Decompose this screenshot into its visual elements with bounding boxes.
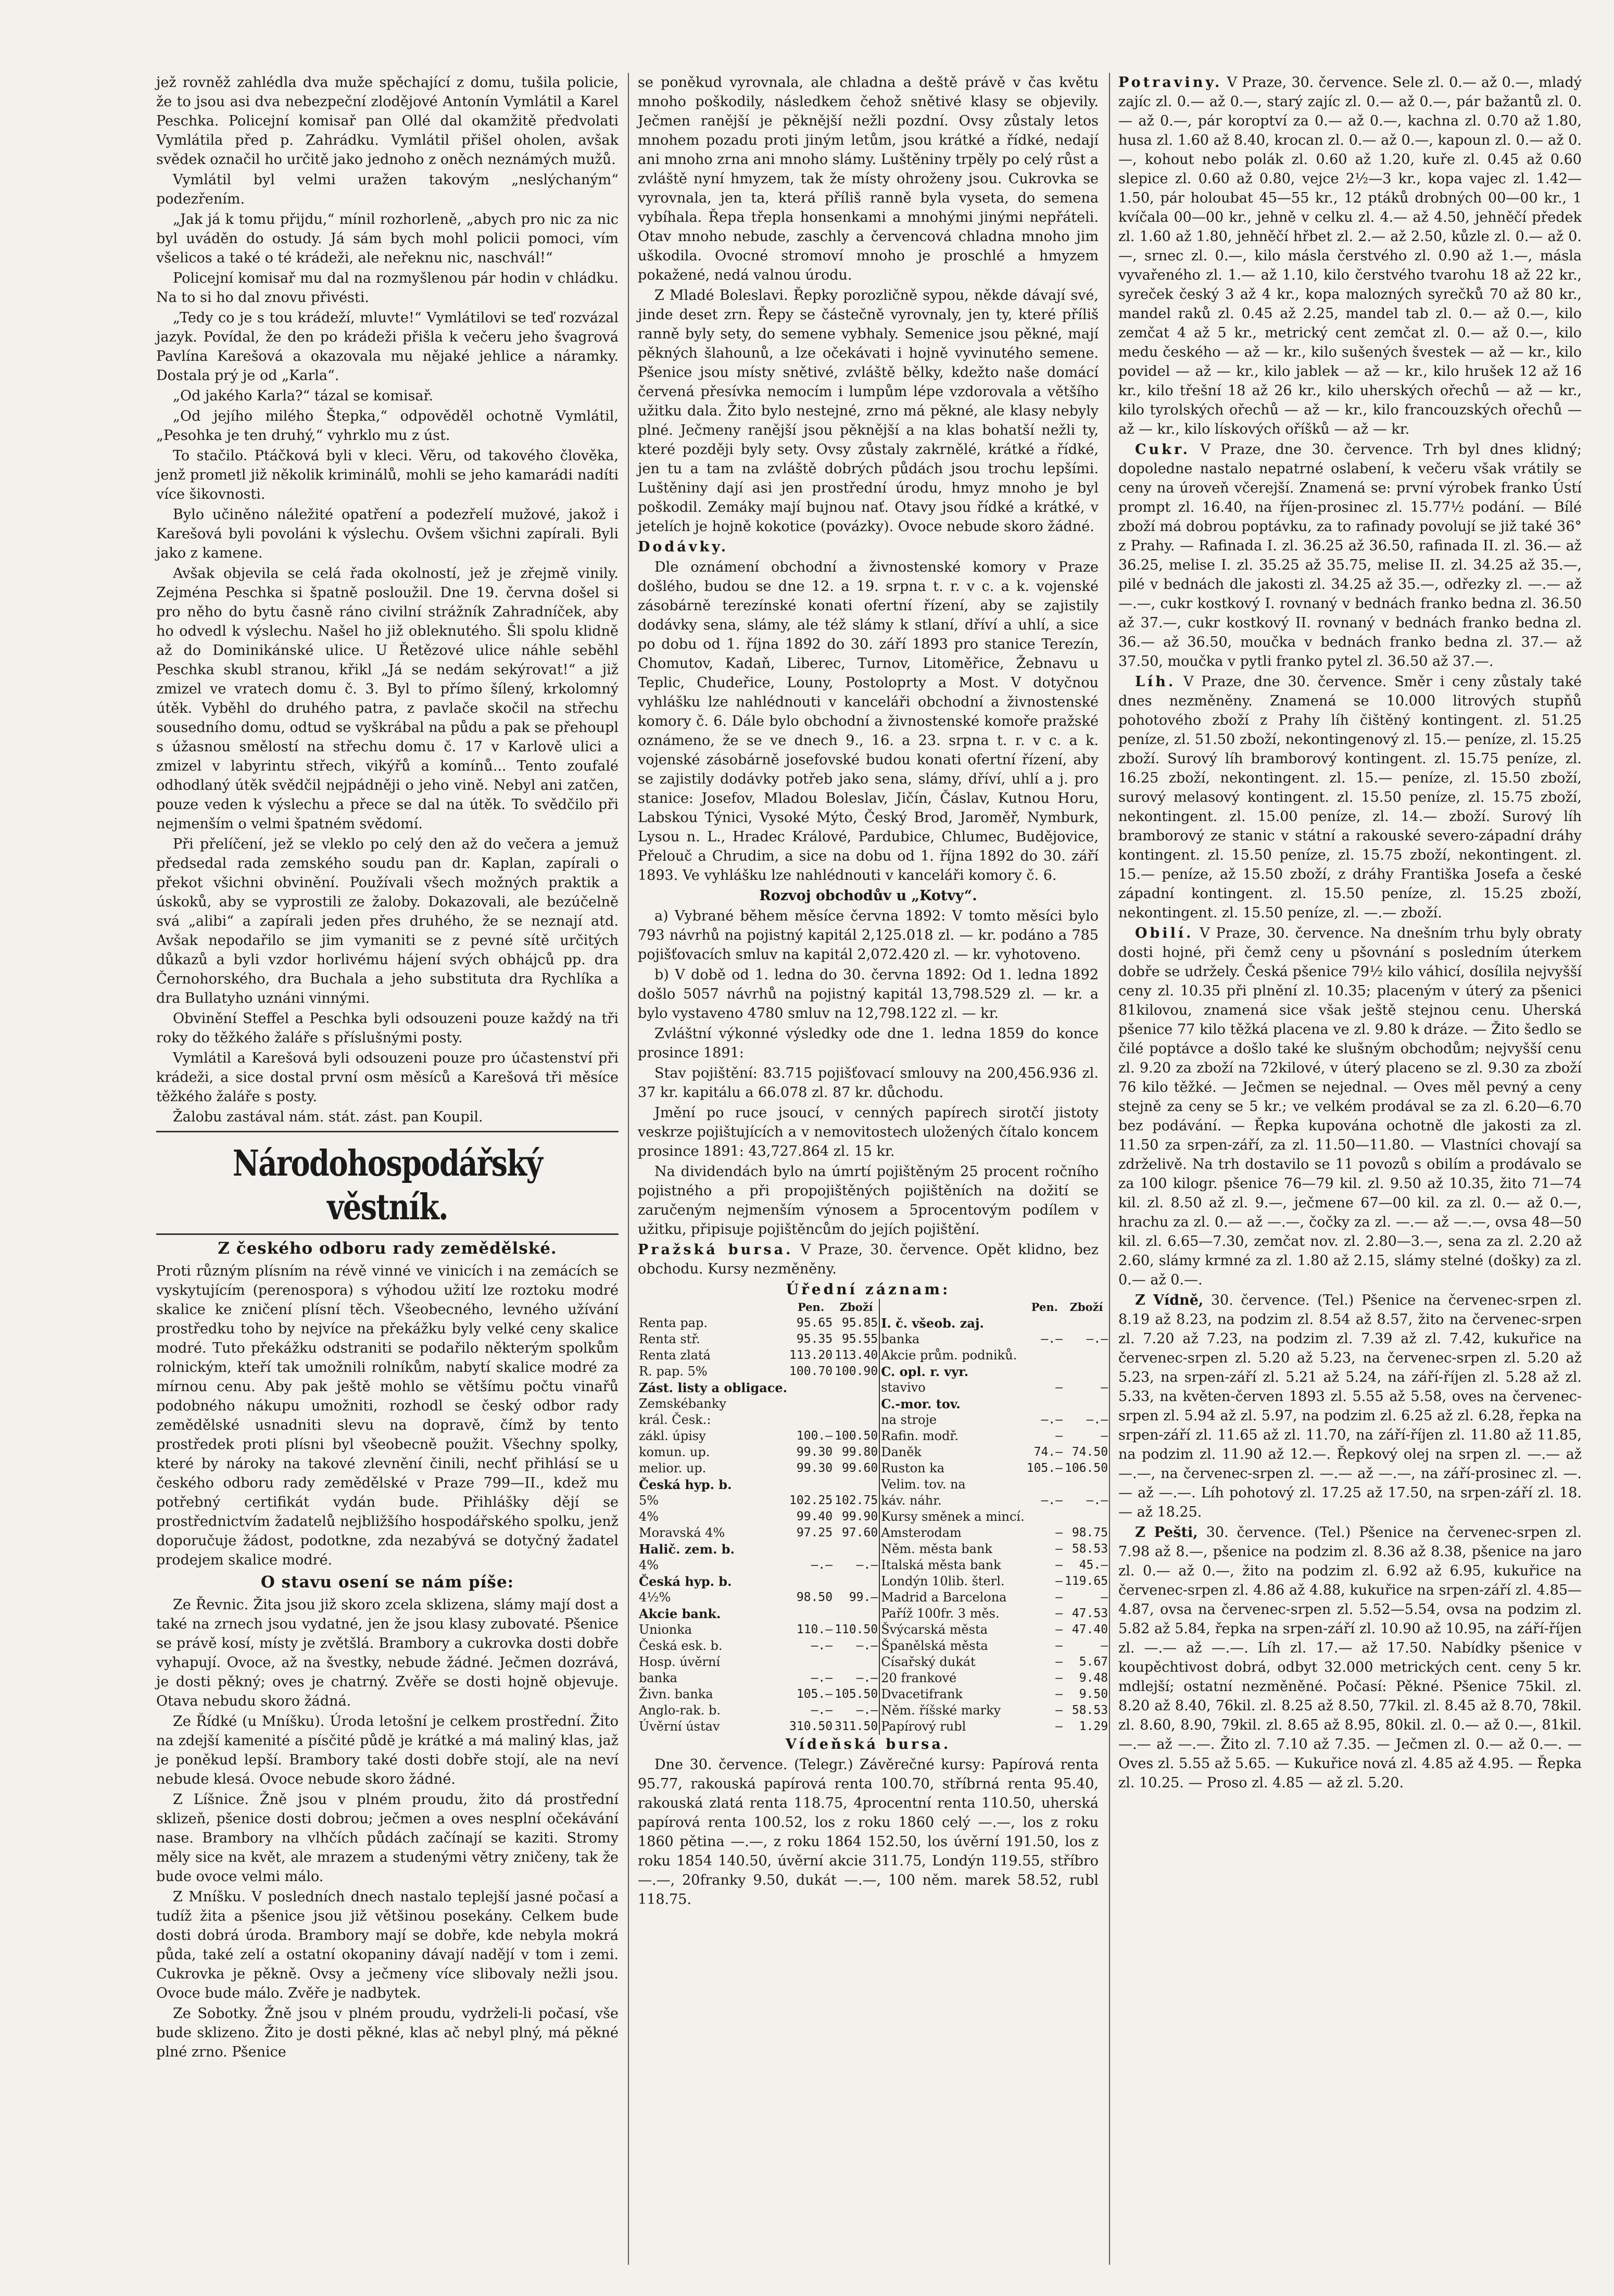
table-cell: — — [1055, 1381, 1063, 1394]
table-cell: Císařský dukát — [879, 1654, 1026, 1670]
table-cell: král. Česk.: — [639, 1412, 711, 1427]
table-row — [638, 1573, 1109, 1589]
section-heading: Pražská bursa. — [638, 1242, 793, 1258]
article-paragraph: Z Mladé Boleslavi. Řepky porozličně sypou, někde dávají své, jinde deset zrn. Řepy se částečně vyrovnaly, jen ty, které příliš ranně byly sety, do semene vybhaly. Semenice jsou pěkné, mají pěkných šlahounů, a lze očekávati i hojně vyvinutého semene. Pšenice jsou místy snětivé, zvláště bělky, kdežto naše domácí červená přesívka nemocím i lumpům lépe vzdorovala a většího užitku dala. Žito bylo nestejné, zrno má pěkné, ale klasy nebyly plné. Ječmeny ranější jsou pěknější a na klas bohatší nežli ty, které později byly sety. Ovsy zůstaly zakrnělé, krátké a řídké, jen tu a tam na zvláště dobrých půdách jsou trochu lepšími. Luštěniny dají asi jen prostřední úrodu, hmyz mnoho je byl poškodil. Zemáky mají bujnou nať. Otavy jsou řídké a krátké, v jetelích je hojně kokotice (povázky). Ovoce nebude skoro žádné. — [638, 287, 1099, 535]
table-row — [638, 1477, 1109, 1493]
table-cell — [834, 1573, 879, 1589]
table-cell: 47.40 — [1071, 1623, 1108, 1636]
table-cell: 119.65 — [1064, 1574, 1108, 1588]
table-cell: — — [1055, 1704, 1063, 1717]
table-cell: 95.35 — [796, 1332, 833, 1346]
table-cell: 99.30 — [796, 1461, 833, 1475]
column-rule — [1109, 73, 1110, 2265]
table-row — [638, 1686, 1109, 1702]
table-cell: — — [1055, 1591, 1063, 1604]
article-paragraph: Žalobu zastával nám. stát. zást. pan Koupil. — [173, 1109, 483, 1125]
table-cell: —.— — [1086, 1332, 1108, 1346]
table-cell: — — [1055, 1639, 1063, 1652]
table-cell: Rafin. modř. — [879, 1428, 1026, 1444]
article-paragraph: Obvinění Steffel a Peschka byli odsouzeni pouze každý na tři roky do těžkého žaláře s příslušnými posty. — [156, 1011, 619, 1046]
table-cell: 110.— — [796, 1623, 833, 1636]
table-cell: Renta stř. — [639, 1332, 700, 1346]
table-cell: Hosp. úvěrní — [639, 1655, 721, 1669]
table-cell: 5% — [639, 1493, 659, 1508]
table-cell — [1064, 1364, 1109, 1380]
table-cell: 100.50 — [835, 1429, 878, 1443]
table-cell: 95.65 — [796, 1316, 833, 1330]
table-cell: 58.53 — [1071, 1542, 1108, 1556]
table-cell: Anglo-rak. b. — [639, 1703, 721, 1718]
section-title: Národohospodářský věstník. — [232, 1143, 543, 1228]
table-cell — [788, 1573, 834, 1589]
table-cell: 97.25 — [796, 1526, 833, 1540]
table-cell: Moravská 4% — [639, 1525, 725, 1540]
table-cell: —.— — [856, 1671, 878, 1685]
table-cell — [1026, 1364, 1064, 1380]
table-cell: 99.30 — [796, 1445, 833, 1459]
table-cell — [1026, 1396, 1064, 1412]
article-paragraph: Z Líšnice. Žně jsou v plném proudu, žito dá prostřední sklizeň, pšenice dosti dobrou; ječmen a oves nesplní očekávání nase. Brambory na vlhčích půdách začínají se kaziti. Stromy měly sice na květ, ale mrazem a studenými větry zničeny, tak že bude ovoce velmi málo. — [156, 1792, 619, 1885]
table-cell: 9.50 — [1079, 1687, 1108, 1701]
table-cell: Daněk — [879, 1444, 1026, 1460]
table-cell: —.— — [856, 1639, 878, 1652]
section-heading: Vídeňská bursa. — [785, 1736, 951, 1752]
table-cell: — — [1055, 1607, 1063, 1620]
table-cell: káv. náhr. — [879, 1493, 1026, 1509]
table-row — [638, 1638, 1109, 1654]
table-cell: — — [1055, 1542, 1063, 1556]
section-heading: Rozvoj obchodův u „Kotvy“. — [759, 888, 977, 904]
table-cell: 4% — [639, 1509, 659, 1524]
table-row — [638, 1525, 1109, 1541]
table-cell: — — [1055, 1623, 1063, 1636]
table-cell: melior. up. — [639, 1461, 707, 1475]
table-cell: stavivo — [879, 1380, 1026, 1396]
article-paragraph: Ze Sobotky. Žně jsou v plném proudu, vydrželi-li počasí, vše bude sklizeno. Žito je dosti pěkné, klas ač nebyl plný, má pěkné plné zrno. Pšenice — [156, 2005, 619, 2060]
table-cell: Velim. tov. na — [879, 1477, 1026, 1493]
article-paragraph: V Praze, 30. července. Opět klidno, bez obchodu. Kursy nezměněny. — [638, 1242, 1099, 1277]
table-cell: — — [1101, 1591, 1108, 1604]
table-cell: Akcie bank. — [639, 1606, 721, 1621]
table-cell: 5.67 — [1079, 1655, 1108, 1669]
table-row — [638, 1654, 1109, 1670]
table-cell: 95.55 — [841, 1332, 878, 1346]
table-cell: Dvacetifrank — [879, 1686, 1026, 1702]
table-cell — [1064, 1315, 1109, 1331]
table-cell: —.— — [811, 1704, 833, 1717]
table-row — [638, 1412, 1109, 1428]
table-cell: Amsterodam — [879, 1525, 1026, 1541]
table-cell: Něm. města bank — [879, 1541, 1026, 1557]
table-cell: 100.70 — [789, 1365, 833, 1378]
table-cell: 102.75 — [835, 1494, 878, 1507]
table-cell: komun. up. — [639, 1445, 710, 1459]
section-heading: Cukr. — [1135, 441, 1190, 458]
article-paragraph: Na dividendách bylo na úmrtí pojištěným 25 procent ročního pojistného a při propojištěných pojištěních na dožití se zaručeným nejmenším výnosem a 5procentovým podílem v užitku, připisuje pojištěncům do jejích pojištění. — [638, 1164, 1099, 1238]
article-paragraph: Stav pojištění: 83.715 pojišťovací smlouvy na 200,456.936 zl. 37 kr. kapitálu a 66.078 zl. 87 kr. důchodu. — [638, 1065, 1099, 1101]
column-1 — [156, 73, 619, 2270]
article-paragraph: Při přelíčení, jež se vleklo po celý den až do večera a jemuž předsedal rada zemského soudu pan dr. Kaplan, zapírali o překot všichni obvinění. Používali všech možných praktik a úskoků, aby se vyprostili ze žaloby. Dokazovali, ale bezúčelně svá „alibi“ a zapírali jeden přes druhého, že se neznají atd. Avšak nepodařilo se jim vymaniti se z pevné sítě určitých důkazů a byli vzdor horlivému hájení svých obhájců pp. dra Černohorského, dra Buchala a jeho substituta dra Rychlíka a dra Bullatyho uznáni vinnými. — [156, 836, 619, 1006]
table-cell: —.— — [811, 1671, 833, 1685]
table-cell: Unionka — [639, 1622, 692, 1637]
table-cell: 110.50 — [835, 1623, 878, 1636]
section-heading: Obilí. — [1135, 925, 1194, 941]
table-cell: —.— — [1041, 1413, 1063, 1427]
table-cell: — — [1055, 1429, 1063, 1443]
table-cell — [834, 1477, 879, 1493]
table-cell: Španělská města — [879, 1638, 1026, 1654]
table-cell: R. pap. 5% — [639, 1364, 708, 1379]
table-cell: — — [1055, 1687, 1063, 1701]
table-cell — [1026, 1477, 1064, 1493]
table-cell: Halič. zem. b. — [639, 1542, 735, 1557]
table-row — [638, 1719, 1109, 1735]
table-cell: Česká hyp. b. — [639, 1574, 732, 1589]
table-cell — [834, 1396, 879, 1412]
table-header-cell: Zboží — [839, 1301, 873, 1314]
column-rule — [628, 73, 629, 2265]
table-header-cell — [879, 1299, 1026, 1315]
newspaper-page — [151, 73, 1604, 2270]
sub-heading: Z českého odboru rady zemědělské. — [218, 1239, 557, 1258]
table-cell: —.— — [1086, 1413, 1108, 1427]
table-cell: 310.50 — [789, 1720, 833, 1733]
table-cell: 105.— — [796, 1687, 833, 1701]
table-cell: Česká esk. b. — [639, 1638, 723, 1653]
table-cell: —.— — [1041, 1494, 1063, 1507]
table-cell: 45.— — [1079, 1558, 1108, 1572]
table-header-cell: Pen. — [1031, 1301, 1058, 1314]
article-paragraph: To stačilo. Ptáčková byli v kleci. Věru, od takového člověka, jenž prometl již několik kriminálů, mohli se jeho kamarádi nadíti více šikovnosti. — [156, 448, 619, 502]
table-header-cell: Pen. — [797, 1301, 825, 1314]
table-cell — [788, 1654, 834, 1670]
table-cell: Paříž 100fr. 3 měs. — [879, 1606, 1026, 1622]
table-cell — [788, 1541, 834, 1557]
table-cell: 105.— — [1026, 1461, 1063, 1475]
table-cell: 95.85 — [841, 1316, 878, 1330]
article-paragraph: Bylo učiněno náležité opatření a podezřelí mužové, jakož i Karešová byli povoláni k výslechu. Ovšem všichni zapírali. Byli jako z kamene. — [156, 507, 619, 561]
table-cell: 100.90 — [835, 1365, 878, 1378]
table-cell: 113.20 — [789, 1348, 833, 1362]
article-paragraph: Ze Řídké (u Mníšku). Úroda letošní je celkem prostřední. Žito na zdejší kamenité a písčité půdě je krátké a má maliný klas, jaž je poněkud lepší. Brambory také dosti dobře stojí, ale na neví nebude klesá. Ovoce nebude skoro žádné. — [156, 1713, 619, 1787]
section-heading: Líh. — [1135, 674, 1176, 690]
table-cell: — — [1055, 1526, 1063, 1540]
table-cell: Kursy směnek a mincí. — [879, 1509, 1026, 1525]
article-paragraph: Vymlátil byl velmi uražen takovým „neslýchaným“ podezřením. — [156, 172, 619, 207]
table-row — [638, 1428, 1109, 1444]
table-header-row — [638, 1299, 1109, 1315]
table-row — [638, 1380, 1109, 1396]
table-cell — [788, 1396, 834, 1412]
table-row — [638, 1315, 1109, 1331]
table-cell — [834, 1606, 879, 1622]
table-cell — [788, 1606, 834, 1622]
table-cell: — — [1101, 1639, 1108, 1652]
table-cell: 74.50 — [1071, 1445, 1108, 1459]
table-cell: 4½% — [639, 1590, 671, 1605]
article-paragraph: V Praze, dne 30. července. Směr i ceny zůstaly také dnes nezměněny. Znamená se 10.000 litrových stupňů pohotového zboží z Prahy líh čištěný kontingent. zl. 51.25 peníze, zl. 51.50 zboží, nekontingenový zl. 15.— peníze, zl. 15.25 zboží. Surový líh bramborový kontingent. zl. 15.75 peníze, zl. 16.25 zboží, nekontingent. zl. 15.— peníze, zl. 15.50 zboží, surový melasový kontingent. zl. 15.50 peníze, zl. 15.75 zboží, nekontingent. zl. 15.00 peníze, zl. 14.— zboží. Surový líh bramborový ze stanic v státní a rakouské severo-západní dráhy kontingent. zl. 15.50 peníze, zl. 15.75 zboží, nekontingent. zl. 15.— peníze, až 15.50 zboží, z dráhy Františka Josefa a české západní kontingent. zl. 15.50 peníze, zl. 15.25 zboží, nekontingent. zl. 15.50 peníze, zl. —.— zboží. — [1118, 674, 1582, 921]
table-cell — [1064, 1396, 1109, 1412]
table-cell: — — [1101, 1381, 1108, 1394]
article-paragraph: Proti různým plísním na révě vinné ve vinicích i na zemácích se vyskytujícím (perenospora) s výhodou užití lze roztoku modré skalice ke zničení plísní těch. Všeobecného, levného užívání prostředku toho by nejvíce na překážku byly velké ceny skalice modré. Tuto překážku odstraniti se podařilo některým spolkům rolnickým, kteří tak umožnili rolníkům, nabytí skalice modré za mírnou cenu. Aby pak ještě mohlo se většímu počtu vinařů podobného nákupu umožniti, rozhodl se český odbor rady zemědělské usnadniti slevu na dopravě, čímž by tento prostředek proti plísni byl všeobecně použit. Všechny spolky, které by nároky na takové zlevnění činili, nechť přihlásí se u českého odboru rady zemědělské v Praze 799—II., kdež mu potřebný certifikát vydán bude. Přihlášky dějí se prostřednictvím žadatelů nejbližšího hospodářského spolku, jenž doporučuje žádost, podotkne, zda nezabývá se dotyčný žadatel prodejem skalice modré. — [156, 1263, 619, 1568]
table-cell: C.-mor. tov. — [879, 1396, 1026, 1412]
table-cell: 99.40 — [796, 1510, 833, 1523]
table-row — [638, 1396, 1109, 1412]
table-row — [638, 1702, 1109, 1719]
article-paragraph: V Praze, dne 30. července. Trh byl dnes klidný; dopoledne nastalo nepatrné oslabení, k večeru však vrátily se ceny na úroveň včerejší. Znamená se: první výrobek franko Ústí prompt zl. 16.40, na říjen-prosinec zl. 15.77½ podání. — Bílé zboží má dobrou poptávku, za to rafinady povolují se již také 36° z Prahy. — Rafinada I. zl. 36.25 až 36.50, rafinada II. zl. 36.— až 36.25, melise I. zl. 35.25 až 35.75, melise II. zl. 34.25 až 35.—, pilé v bednách dle jakosti zl. 34.25 až 35.—, odřezky zl. —.— až —.—, cukr kostkový I. rovnaný v bednách franko bedna zl. 36.50 až 37.—, cukr kostkový II. rovnaný v bednách franko bedna zl. 36.— až 36.50, moučka v bednách franko bedna zl. 37.— až 37.50, moučka v pytli franko pytel zl. 36.50 až 37.—. — [1118, 441, 1582, 670]
divider — [156, 1131, 619, 1132]
table-cell: 105.50 — [835, 1687, 878, 1701]
table-cell: Renta zlatá — [639, 1348, 711, 1363]
article-paragraph: V Praze, 30. července. Na dnešním trhu byly obraty dosti hojné, při čemž ceny u pšovnání s posledním úterkem dobře se udržely. Česká pšenice 79½ kilo váhicí, dosílila nejvyšší ceny zl. 10.35 při plnění zl. 10.35; placeným v úterý za pšenici 81kilovou, znamená sice však ještě stejnou cenu. Uherská pšenice 77 kilo těžká placena ve zl. 9.80 k dráze. — Žito šedlo se čilé poptávce a došlo také ke slušným obchodům; nejvyšší cenu zl. 9.20 za zboží na 72kilové, v úterý placeno se zl. 9.30 za zboží 76 kilo těžké. — Ječmen se nejednal. — Oves měl pevný a ceny stejně za ceny se 5 kr.; ve velkém prodával se za zl. 6.20—6.70 bez podávání. — Řepka kupována ochotně dle jakosti za zl. 11.50 za srpen-září, za zl. 11.50—11.80. — Vlastníci chovají sa zdrželivě. Na trh dostavilo se 11 povozů s obilím a prodávalo se za 100 kilogr. pšenice 76—79 kil. zl. 9.50 až 10.35, žito 71—74 kil. zl. 8.50 až zl. 9.—, ječmene 67—00 kil. za zl. 0.— až 0.—, hrachu za zl. 0.— až —.—, čočky za zl. —.— až —.—, ovsa 48—50 kil. zl. 6.65—7.30, zemčat nov. zl. 2.80—3.—, sena za zl. 2.20 až 2.60, slámy krmné za zl. 1.80 až 2.15, slámy stelné (došky) za zl. 0.— až 0.—. — [1118, 925, 1582, 1288]
table-row — [638, 1589, 1109, 1606]
section-heading: Dodávky. — [638, 539, 729, 555]
table-cell: — — [1055, 1671, 1063, 1685]
sub-heading: O stavu osení se nám píše: — [260, 1573, 514, 1592]
table-row — [638, 1444, 1109, 1460]
table-cell: 74.— — [1033, 1445, 1063, 1459]
table-cell: 58.53 — [1071, 1704, 1108, 1717]
table-row — [638, 1541, 1109, 1557]
table-row — [638, 1509, 1109, 1525]
table-cell — [834, 1412, 879, 1428]
table-cell: Úvěrní ústav — [639, 1719, 720, 1734]
article-paragraph: „Jak já k tomu přijdu,“ mínil rozhorleně, „abych pro nic za nic byl uváděn do ostudy. Já sám bych mohl policii pomoci, vím všelicos a také o té krádeži, ale neřeknu nic, naschvál!“ — [156, 211, 619, 266]
table-cell: I. č. všeob. zaj. — [879, 1315, 1026, 1331]
table-header-cell — [638, 1299, 788, 1315]
table-cell: —.— — [1041, 1332, 1063, 1346]
article-paragraph: Ze Řevnic. Žita jsou již skoro zcela sklizena, slámy mají dost a také na zrnech jsou vydatné, jen že jsou klasy zubovaté. Pšenice se právě kosí, místy je zvětšlá. Brambory a cukrovka dosti dobře vyhapují. Ovoce, až na švestky, nebude žádné. Ječmen dozrává, je dosti pěkný; oves je chatrný. Zvěře se dosti hojně objevuje. Otava nebudu skoro žádná. — [156, 1597, 619, 1709]
article-paragraph: jež rovněž zahlédla dva muže spěchající z domu, tušila policie, že to jsou asi dva nebezpeční zlodějové Antonín Vymlátil a Karel Peschka. Policejní komisař pan Ollé dal okamžitě předvolati Vymlátila před p. Zahrádku. Vymlátil přišel oholen, avšak svědek označil ho určitě jako jednoho z oněch neznámých mužů. — [156, 74, 619, 168]
table-row — [638, 1493, 1109, 1509]
article-paragraph: V Praze, 30. července. Sele zl. 0.— až 0.—, mladý zajíc zl. 0.— až 0.—, starý zajíc zl. 0.— až 0.—, pár bažantů zl. 0.— až 0.—, pár koroptví za 0.— až 0.—, kachna zl. 0.70 až 1.80, husa zl. 1.60 až 8.40, krocan zl. 0.— až 0.—, kapoun zl. 0.— až 0.—, kohout nebo polák zl. 0.60 až 1.20, kuře zl. 0.45 až 0.60 slepice zl. 0.60 až 0.80, vejce 2½—3 kr., kopa vajec zl. 1.42—1.50, pár holoubat 45—55 kr., 12 ptáků drobných 00—00 kr., 1 kvíčala 00—00 kr., jehně v celku zl. 4.— až 4.50, jehněčí předek zl. 1.60 až 1.80, jehněčí hřbet zl. 2.— až 2.50, kůzle zl. 0.— až 0.—, srnec zl. 0.—, kilo másla čerstvého zl. 0.90 až 1.—, másla vyvařeného zl. 1.— až 1.10, kilo čerstvého tvarohu 18 až 22 kr., syreček český 3 až 4 kr., kopa malozných syrečků 70 až 80 kr., mandel raků zl. 0.45 až 2.25, mandel tab zl. 0.— až 0.—, kilo zemčat 4 až 5 kr., metrický cent zemčat zl. 0.— až 0.—, kilo medu českého — až — kr., kilo sušených švestek — až — kr., kilo povidel — až — kr., kilo jablek — až — kr., kilo hrušek 12 až 16 kr., kilo třešní 18 až 26 kr., kilo uherských ořechů — až — kr., kilo tyrolských ořechů — až — kr., kilo francouzských ořechů — až — kr., kilo lískových oříšků — až — kr. — [1118, 74, 1582, 437]
table-cell: — — [1055, 1558, 1063, 1572]
table-cell: —.— — [856, 1704, 878, 1717]
article-paragraph: „Od jakého Karla?“ tázal se komisař. — [173, 388, 434, 404]
table-cell: — — [1055, 1574, 1063, 1588]
table-cell: na stroje — [879, 1412, 1026, 1428]
table-cell: Akcie prům. podniků. — [879, 1347, 1026, 1364]
table-cell: 102.25 — [789, 1494, 833, 1507]
article-paragraph: Dne 30. července. (Telegr.) Závěrečné kursy: Papírová renta 95.77, rakouská papírová renta 100.70, stříbrná renta 95.40, rakouská zlatá renta 118.75, 4procentní renta 110.50, uherská papírová renta 100.52, los z roku 1860 celý —.—, los z roku 1860 pětina —.—, z roku 1864 152.50, los úvěrní 191.50, los z roku 1854 140.50, úvěrní akcie 311.75, Londýn 119.55, stříbro —.—, 20franky 9.50, dukát —.—, 100 něm. marek 58.52, rubl 118.75. — [638, 1757, 1099, 1908]
table-cell — [1026, 1315, 1064, 1331]
table-cell: 99.60 — [841, 1461, 878, 1475]
table-cell: Londýn 10lib. šterl. — [879, 1573, 1026, 1589]
article-paragraph: se poněkud vyrovnala, ale chladna a deště právě v čas květu mnoho poškodily, následkem čehož snětivé klasy se objevily. Ječmen ranější je pěknější nežli pozdní. Ovsy zůstaly letos mnohem pozadu proti jiným letům, jsou krátké a řídké, nedají ani mnoho zrna ani mnoho slámy. Luštěniny trpěly po celý růst a zvláště nyní hmyzem, tak že místy ohroženy jsou. Cukrovka se vyrovnala, jen ta, která příliš ranně byla vyseta, do semena vybíhala. Řepa třepla honsenkami a mnohými jinými nepřáteli. Otav mnoho nebude, zaschly a červencová chladna mnoho jim uškodila. Ovocné stromoví mnoho je proschlé a hmyzem pokažené, nedá valnou úrodu. — [638, 74, 1099, 283]
article-paragraph: Vymlátil a Karešová byli odsouzeni pouze pro účastenství při krádeži, a sice dostal první osm měsíců a Karešová tři měsíce těžkého žaláře s posty. — [156, 1050, 619, 1105]
column-3 — [1118, 73, 1582, 2270]
article-paragraph: b) V době od 1. ledna do 30. června 1892: Od 1. ledna 1892 došlo 5057 návrhů na pojistný kapitál 13,798.529 zl. — kr. a bylo vystaveno 4780 smluv na 12,798.122 zl. — kr. — [638, 967, 1099, 1021]
table-cell — [788, 1477, 834, 1493]
article-paragraph: Zvláštní výkonné výsledky ode dne 1. ledna 1859 do konce prosince 1891: — [638, 1026, 1099, 1061]
exchange-table — [638, 1299, 1109, 1735]
table-cell: Renta pap. — [639, 1316, 708, 1330]
table-cell: 98.75 — [1071, 1526, 1108, 1540]
table-cell: Česká hyp. b. — [639, 1477, 732, 1492]
article-paragraph: 30. července. (Tel.) Pšenice na červenec-srpen zl. 7.98 až 8.—, pšenice na podzim zl. 8.36 až 8.38, pšenice na jaro zl. 0.— až 0.—, žito na podzim zl. 6.92 až 6.95, kukuřice na červenec-srpen zl. 4.86 až 4.88, kukuřice na srpen-září zl. 4.85—4.87, ovsa na červenec-srpen zl. 5.52—5.54, ovsa na podzim zl. 5.82 až 5.84, řepka na srpen-září zl. 10.90 až 10.95, na září-říjen zl. —.— až —.—. Líh zl. 17.— až 17.50. Nabídky pšenice v koupěchtivost dobrá, odbyt 32.000 metrických cent. ceny 5 kr. mdlejší; ostatní nezměněné. Počasí: Pěkné. Pšenice 75kil. zl. 8.20 až 8.40, 76kil. zl. 8.25 až 8.50, 77kil. zl. 8.45 až 8.70, 78kil. zl. 8.60, 8.90, 79kil. zl. 8.65 až 8.95, 80kil. zl. 0.— až 0.—, 81kil. —.— až —.—. Žito zl. 7.10 až 7.35. — Ječmen zl. 0.— až 0.—. — Oves zl. 5.55 až 5.65. — Kukuřice nová zl. 4.85 až 4.95. — Řepka zl. 10.25. — Proso zl. 4.85 — až zl. 5.20. — [1118, 1524, 1582, 1791]
table-row — [638, 1557, 1109, 1573]
table-row — [638, 1606, 1109, 1622]
table-cell — [834, 1541, 879, 1557]
table-cell: Ruston ka — [879, 1460, 1026, 1477]
table-row — [638, 1364, 1109, 1380]
table-cell: —.— — [1086, 1494, 1108, 1507]
table-cell: Švýcarská města — [879, 1622, 1026, 1638]
table-title: Úřední záznam: — [786, 1281, 951, 1298]
table-cell: Zást. listy a obligace. — [639, 1380, 788, 1395]
table-cell: —.— — [811, 1639, 833, 1652]
article-paragraph: Avšak objevila se celá řada okolností, jež je zřejmě vinily. Zejména Peschka si špatně posloužil. Dne 19. června došel si pro něho do bytu časně ráno civilní strážník Zahradníček, aby ho odvedl k výslechu. Našel ho již obleknutého. Šli spolu klidně až do Dominikánské ulice. U Řetězové ulice náhle seběhl Peschka skubl stranou, křikl „Já se nedám sekýrovat!“ a již zmizel ve vratech domu č. 3. Byl to přímo šílený, krkolomný útěk. Vyběhl do druhého patra, z pavlače skočil na střechu sousedního domu, odtud se vyškrábal na půdu a pak se přehoupl s úžasnou smělostí na střechu domu č. 17 v Karlově ulici a zmizel v labyrintu střech, vikýřů a komínů... Tento zoufalé odhodlaný útěk svědčil nejpádněji o jeho vině. Nebyl ani zatčen, pouze veden k výslechu a přece se dal na útěk. To svědčilo při nejmenším o velmi špatném svědomí. — [156, 565, 619, 832]
table-cell: Papírový rubl — [879, 1719, 1026, 1735]
table-cell: 99.90 — [841, 1510, 878, 1523]
section-heading: Z Vídně, — [1135, 1292, 1204, 1308]
table-row — [638, 1347, 1109, 1364]
table-cell: — — [1101, 1429, 1108, 1443]
article-paragraph: a) Vybrané během měsíce června 1892: V tomto měsíci bylo 793 návrhů na pojistný kapitál 2,125.018 zl. — kr. podáno a 785 pojišťovacích smluv na kapitál 2,072.420 zl. — kr. vyhotoveno. — [638, 908, 1099, 963]
section-heading: Z Pešti, — [1135, 1524, 1198, 1541]
table-cell — [834, 1654, 879, 1670]
table-row — [638, 1460, 1109, 1477]
article-paragraph: Policejní komisař mu dal na rozmyšlenou pár hodin v chládku. Na to si ho dal znovu přivésti. — [156, 270, 619, 306]
table-cell: 113.40 — [835, 1348, 878, 1362]
table-cell: 99.80 — [841, 1445, 878, 1459]
table-cell: 100.— — [796, 1429, 833, 1443]
article-paragraph: Jmění po ruce jsoucí, v cenných papírech sirotčí jistoty veskrze pojištujících a v nemovitostech uložených čítalo koncem prosince 1891: 43,727.864 zl. 15 kr. — [638, 1105, 1099, 1159]
article-paragraph: „Tedy co je s tou krádeží, mluvte!“ Vymlátilovi se teď rozvázal jazyk. Povídal, že den po krádeži přišla k večeru jeho švagrová Pavlína Karešová a okazovala mu nějaké jehlice a náramky. Dostala prý je od „Karla“. — [156, 310, 619, 384]
article-paragraph: „Od jejího milého Štepka,“ odpověděl ochotně Vymlátil, „Pesohka je ten druhý,“ vyhrklo mu z úst. — [156, 408, 619, 444]
section-heading: Potraviny. — [1118, 74, 1222, 91]
table-cell: 98.50 — [796, 1591, 833, 1604]
table-cell: 20 frankové — [879, 1670, 1026, 1686]
table-cell: —.— — [811, 1558, 833, 1572]
table-row — [638, 1331, 1109, 1347]
article-paragraph: 30. července. (Tel.) Pšenice na červenec-srpen zl. 8.19 až 8.23, na podzim zl. 8.54 až 8.57, žito na červenec-srpen zl. 7.20 až 7.23, na podzim zl. 7.39 až zl. 7.42, kukuřice na červenec-srpen zl. 5.20 až 5.23, na červenec-srpen zl. 5.20 až 5.23, na srpen-září zl. 5.21 až 5.24, na září-říjen zl. 5.28 až zl. 5.33, na květen-červen 1893 zl. 5.55 až 5.58, oves na červenec-srpen zl. 5.94 až zl. 5.97, na podzim zl. 6.25 až zl. 6.28, řepka na srpen-září zl. 11.65 až zl. 11.70, na září-říjen zl. 11.80 až 11.85, na podzim zl. 11.90 až 12.—. Řepkový olej na srpen zl. —.— až —.—, na červenec-srpen zl. —.— až —.—, na září-prosinec zl. —.— až —.—. Líh pohotový zl. 17.25 až 17.50, na srpen-září zl. 18.— až 18.25. — [1118, 1292, 1582, 1520]
table-cell — [788, 1412, 834, 1428]
table-cell: zákl. úpisy — [639, 1429, 706, 1443]
table-cell: Zemskébanky — [639, 1396, 726, 1411]
table-cell: 99.— — [849, 1591, 878, 1604]
table-cell — [834, 1380, 879, 1396]
table-header-cell: Zboží — [1069, 1301, 1103, 1314]
table-cell: 4% — [639, 1558, 659, 1572]
table-cell: —.— — [856, 1558, 878, 1572]
table-cell: banka — [879, 1331, 1026, 1347]
table-cell: 1.29 — [1079, 1720, 1108, 1733]
table-cell: banka — [639, 1671, 677, 1685]
table-cell: 47.53 — [1071, 1607, 1108, 1620]
table-row — [638, 1622, 1109, 1638]
column-2 — [638, 73, 1108, 2270]
table-cell — [1064, 1509, 1109, 1525]
table-cell — [1026, 1509, 1064, 1525]
table-cell: Něm. říšské marky — [879, 1702, 1026, 1719]
table-row — [638, 1670, 1109, 1686]
table-cell — [1064, 1477, 1109, 1493]
table-cell: Madrid a Barcelona — [879, 1589, 1026, 1606]
table-cell: C. opl. r. vyr. — [879, 1364, 1026, 1380]
table-cell — [1064, 1347, 1109, 1364]
table-cell: 106.50 — [1064, 1461, 1108, 1475]
table-cell: 97.60 — [841, 1526, 878, 1540]
table-cell — [1026, 1347, 1064, 1364]
article-paragraph: Dle oznámení obchodní a živnostenské komory v Praze došlého, budou se dne 12. a 19. srpna t. r. v c. a k. vojenské zásobárně terezínské konati ofertní řízení, aby se zajistily dodávky sena, slámy, ale též slámy k stlaní, dříví a uhlí, a sice po dobu od 1. října 1892 do 30. září 1893 pro stanice Terezín, Chomutov, Kadaň, Liberec, Turnov, Litoměřice, Žebnavu u Teplic, Chudeřice, Louny, Postoloprty a Most. V dotyčnou vyhlášku lze nahlédnouti v kanceláři obchodní a živnostenské komory č. 6. Dále bylo obchodní a živnostenské komoře pražské oznámeno, že se ve dnech 9., 16. a 23. srpna t. r. v c. a k. vojenské zásobárně josefovské budou konati ofertní řízení, aby se zajistily dodávky potřeb jako sena, slámy, dříví, uhlí a j. pro stanice: Josefov, Mladou Boleslav, Jičín, Čáslav, Kutnou Horu, Labskou Týnici, Vysoké Mýto, Český Brod, Jaroměř, Nymburk, Lysou n. L., Hradec Králové, Pardubice, Chlumec, Budějovice, Přelouč a Chrudim, a sice na dobu od 1. října 1892 do 30. září 1893. Ve vyhlášku lze nahlédnouti v kanceláři komory č. 6. — [638, 559, 1099, 884]
article-paragraph: Z Mníšku. V posledních dnech nastalo teplejší jasné počasí a tudíž žita a pšenice jsou již většinou posekány. Celkem bude dosti dobrá úroda. Brambory mají se dobře, kde nebyla mokrá půda, také zelí a ostatní okopaniny dávají nadějí v tom i zemi. Cukrovka je pěkně. Ovsy a ječmeny více slibovaly nežli jsou. Ovoce bude málo. Zvěře je nadbytek. — [156, 1889, 619, 2001]
table-cell: — — [1055, 1720, 1063, 1733]
table-cell: 9.48 — [1079, 1671, 1108, 1685]
table-cell: Italská města bank — [879, 1557, 1026, 1573]
divider — [156, 1233, 619, 1235]
table-cell: — — [1055, 1655, 1063, 1669]
table-cell: Živn. banka — [639, 1687, 713, 1701]
table-cell — [788, 1380, 834, 1396]
table-cell: 311.50 — [835, 1720, 878, 1733]
